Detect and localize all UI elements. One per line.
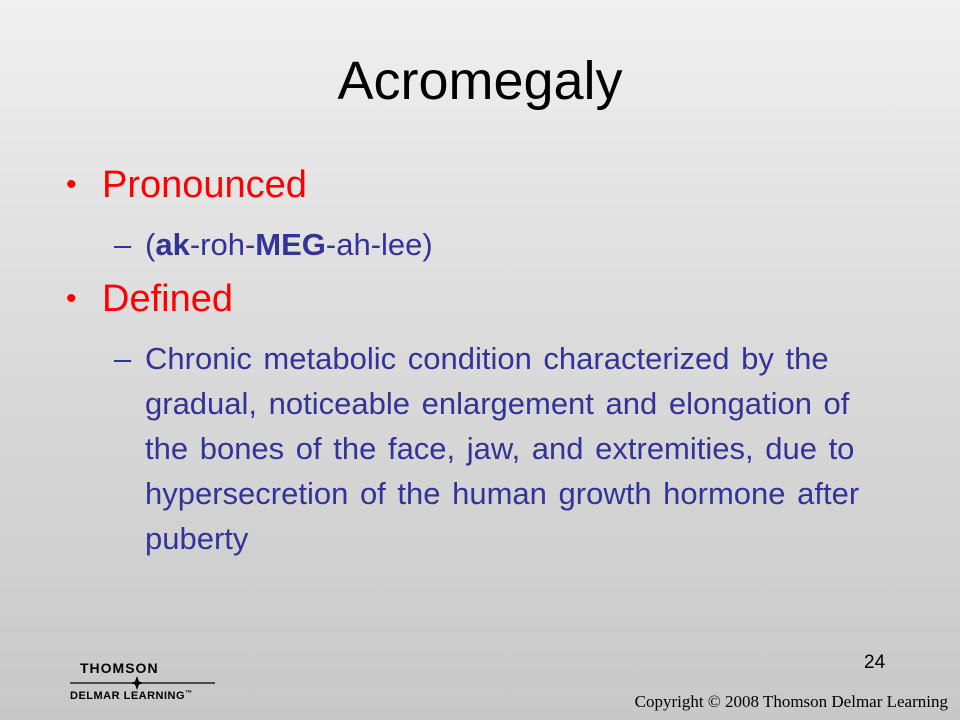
pronunciation-segment-4: -ah-lee <box>325 227 423 262</box>
bullet-dot: • <box>66 168 77 201</box>
logo-trademark: ™ <box>185 690 193 697</box>
logo-line-1: THOMSON <box>80 660 159 676</box>
pronunciation-open-paren: ( <box>145 227 156 262</box>
sub-bullet-dash: – <box>114 341 132 376</box>
page-number: 24 <box>864 652 886 673</box>
bullet-heading-defined: Defined <box>102 278 233 320</box>
slide-title: Acromegaly <box>337 51 623 111</box>
logo-line-2 <box>70 690 193 702</box>
copyright-notice: Copyright © 2008 Thomson Delmar Learning <box>634 692 948 711</box>
pronunciation-stress-1: ak <box>155 227 190 262</box>
sub-bullet-dash: – <box>114 227 132 262</box>
sub-bullet-definition <box>114 336 904 561</box>
pronunciation-stress-2: MEG <box>255 227 326 262</box>
bullet-heading-pronounced: Pronounced <box>102 164 307 206</box>
thomson-delmar-logo <box>70 660 220 710</box>
definition-text: Chronic metabolic condition characterized by the gradual, noticeable enlargement and elongation of the bones of the face, jaw, and extremities, due to hypersecretion of the human growth hormone after puberty <box>145 341 860 556</box>
sub-bullet-pronunciation <box>114 222 904 267</box>
pronunciation-close-paren: ) <box>422 227 433 262</box>
bullet-defined <box>66 276 233 322</box>
pronunciation-text <box>145 222 904 267</box>
star-line-icon <box>70 676 215 690</box>
logo-line-2-text: DELMAR LEARNING <box>70 690 186 702</box>
bullet-dot: • <box>66 282 77 315</box>
bullet-pronounced <box>66 162 307 208</box>
pronunciation-segment-2: -roh- <box>189 227 256 262</box>
